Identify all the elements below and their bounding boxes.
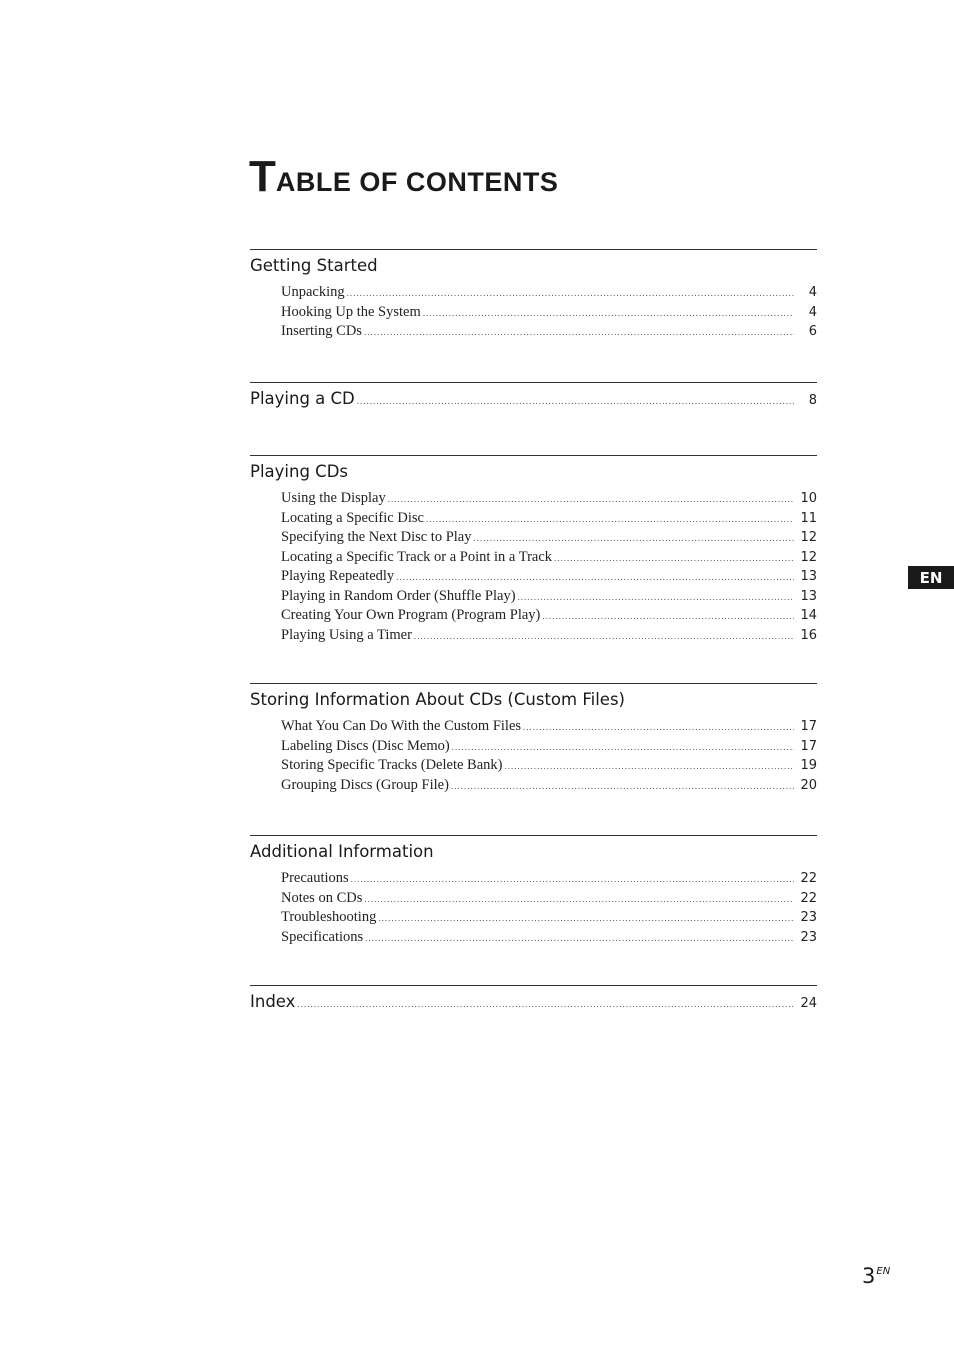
entry-label: Labeling Discs (Disc Memo) (281, 737, 450, 754)
toc-entries (281, 489, 817, 645)
section-divider (250, 382, 817, 383)
toc-entry[interactable] (281, 869, 817, 889)
dot-leader (351, 870, 794, 890)
entry-page: 17 (800, 719, 817, 734)
dot-leader (357, 390, 794, 412)
dot-leader (388, 490, 794, 510)
dot-leader (473, 529, 794, 549)
dot-leader (554, 549, 794, 569)
toc-section-additional-information (250, 835, 817, 947)
toc-entry[interactable] (281, 606, 817, 626)
toc-entry[interactable] (281, 489, 817, 509)
dot-leader (423, 304, 794, 324)
entry-label: Creating Your Own Program (Program Play) (281, 607, 541, 623)
dot-leader (396, 568, 794, 588)
section-divider (250, 683, 817, 684)
section-heading[interactable]: Storing Information About CDs (Custom Files) (250, 690, 625, 709)
entry-label: Using the Display (281, 490, 386, 506)
entry-page: 14 (800, 608, 817, 623)
entry-page: 24 (800, 996, 817, 1011)
toc-entry[interactable] (281, 928, 817, 948)
entry-page: 4 (808, 285, 817, 300)
toc-entry[interactable] (281, 756, 817, 776)
toc-section-getting-started (250, 249, 817, 342)
dot-leader (523, 718, 794, 738)
entry-page: 12 (800, 530, 817, 545)
entry-label: Unpacking (281, 284, 345, 300)
entry-page: 10 (800, 491, 817, 506)
entry-label: What You Can Do With the Custom Files (281, 718, 522, 734)
toc-entry[interactable] (250, 991, 817, 1015)
entry-label: Grouping Discs (Group File) (281, 776, 449, 793)
entry-label: Precautions (281, 870, 349, 886)
entry-page: 13 (800, 588, 817, 604)
entry-label: Storing Specific Tracks (Delete Bank) (281, 757, 503, 773)
toc-entry[interactable] (281, 626, 817, 646)
dot-leader (297, 993, 794, 1015)
toc-entries (281, 717, 817, 795)
toc-section-playing-cds (250, 455, 817, 645)
dot-leader (451, 777, 794, 797)
entry-page: 16 (800, 627, 817, 643)
entry-label: Playing Using a Timer (281, 626, 412, 643)
entry-label: Playing Repeatedly (281, 568, 395, 584)
entry-label: Hooking Up the System (281, 303, 421, 320)
dot-leader (452, 738, 794, 758)
section-divider (250, 985, 817, 986)
section-heading: Index (250, 992, 296, 1011)
dot-leader (518, 588, 794, 608)
toc-entries (281, 869, 817, 947)
dot-leader (505, 757, 795, 777)
entry-label: Locating a Specific Track or a Point in a Track (281, 548, 553, 565)
dot-leader (364, 890, 794, 910)
section-heading[interactable]: Playing CDs (250, 462, 348, 481)
entry-page: 4 (808, 304, 817, 320)
title-rest: ABLE OF CONTENTS (275, 167, 559, 197)
toc-entry[interactable] (281, 322, 817, 342)
toc-section-custom-files (250, 683, 817, 795)
toc-entry[interactable] (250, 388, 817, 412)
entry-label: Locating a Specific Disc (281, 509, 424, 526)
page-number-value: 3 (862, 1264, 876, 1288)
section-divider (250, 455, 817, 456)
dot-leader (414, 627, 794, 647)
dot-leader (347, 284, 794, 304)
toc-entry[interactable] (281, 889, 817, 909)
toc-entry[interactable] (281, 587, 817, 607)
entry-label: Troubleshooting (281, 909, 377, 925)
toc-entry[interactable] (281, 283, 817, 303)
toc-section-index (250, 985, 817, 1015)
toc-entries (281, 283, 817, 342)
section-divider (250, 249, 817, 250)
language-tab: EN (908, 566, 954, 589)
entry-page: 19 (800, 758, 817, 773)
dot-leader (542, 607, 794, 627)
toc-section-playing-a-cd (250, 382, 817, 412)
entry-page: 22 (800, 871, 817, 886)
entry-label: Notes on CDs (281, 889, 363, 906)
dot-leader (426, 510, 794, 530)
toc-entry[interactable] (281, 908, 817, 928)
entry-page: 11 (800, 510, 817, 526)
entry-page: 12 (800, 549, 817, 565)
toc-entry[interactable] (281, 776, 817, 796)
entry-label: Specifying the Next Disc to Play (281, 529, 472, 545)
toc-entry[interactable] (281, 567, 817, 587)
dot-leader (364, 323, 794, 343)
entry-page: 23 (800, 929, 817, 945)
entry-page: 13 (800, 569, 817, 584)
page-number-suffix: EN (876, 1266, 891, 1277)
title-initial: T (249, 152, 276, 201)
entry-page: 8 (808, 393, 817, 408)
entry-label: Playing in Random Order (Shuffle Play) (281, 587, 516, 604)
toc-entry[interactable] (281, 717, 817, 737)
dot-leader (365, 929, 794, 949)
entry-page: 22 (800, 890, 817, 906)
entry-page: 23 (800, 910, 817, 925)
section-heading: Playing a CD (250, 389, 355, 408)
dot-leader (378, 909, 794, 929)
entry-page: 17 (800, 738, 817, 754)
toc-entry[interactable] (281, 509, 817, 529)
section-divider (250, 835, 817, 836)
toc-entry[interactable] (281, 548, 817, 568)
section-heading[interactable]: Getting Started (250, 256, 378, 275)
toc-entry[interactable] (281, 737, 817, 757)
section-heading[interactable]: Additional Information (250, 842, 434, 861)
toc-entry[interactable] (281, 528, 817, 548)
entry-page: 6 (808, 324, 817, 339)
entry-label: Inserting CDs (281, 323, 362, 339)
page-number (862, 1264, 890, 1288)
toc-entry[interactable] (281, 303, 817, 323)
page-title (249, 152, 559, 201)
entry-page: 20 (800, 777, 817, 793)
entry-label: Specifications (281, 928, 364, 945)
